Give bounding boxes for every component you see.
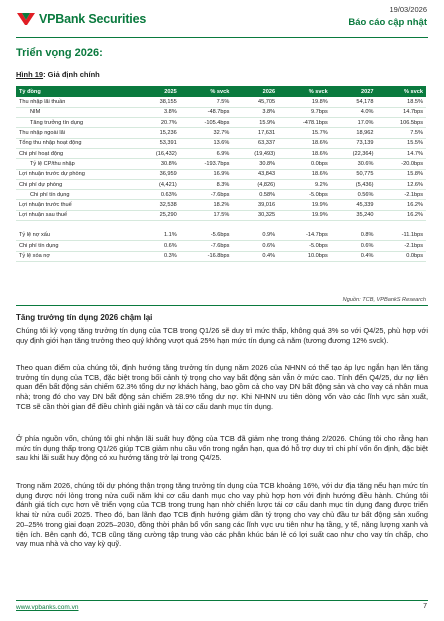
table-cell: 0.4% xyxy=(331,251,377,261)
table-cell: Tỷ lệ nợ xấu xyxy=(16,231,134,241)
table-body xyxy=(16,97,426,261)
table-cell: Tỷ lệ CP/thu nhập xyxy=(16,159,134,169)
table-row xyxy=(16,138,426,148)
table-cell: 17.5% xyxy=(180,210,233,220)
table-cell: 15,236 xyxy=(134,128,180,138)
table-cell: 18,962 xyxy=(331,128,377,138)
table-cell: Thu nhập ngoài lãi xyxy=(16,128,134,138)
table-cell: 39,016 xyxy=(232,200,278,210)
table-cell: (16,432) xyxy=(134,148,180,158)
table-cell: 16.2% xyxy=(376,200,426,210)
table-cell: 53,391 xyxy=(134,138,180,148)
table-cell: 7.5% xyxy=(180,97,233,107)
table-cell: -105.4bps xyxy=(180,118,233,128)
subsection-title: Tăng trưởng tín dụng 2026 chậm lại xyxy=(16,313,153,322)
table-cell: 35,240 xyxy=(331,210,377,220)
table-cell: 17,631 xyxy=(232,128,278,138)
page-header xyxy=(0,0,444,38)
table-cell: 18.2% xyxy=(180,200,233,210)
table-cell: -478.1bps xyxy=(278,118,331,128)
table-cell: -48.7bps xyxy=(180,107,233,117)
table-cell: 0.3% xyxy=(134,251,180,261)
table-cell: 9.2% xyxy=(278,179,331,189)
table-cell: 3.8% xyxy=(134,107,180,117)
table-cell: 0.0bps xyxy=(278,159,331,169)
table-cell: -20.0bps xyxy=(376,159,426,169)
table-row xyxy=(16,107,426,117)
table-cell: 14.7bps xyxy=(376,107,426,117)
table-cell: 18.5% xyxy=(376,97,426,107)
table-cell: 1.1% xyxy=(134,231,180,241)
table-cell: 6.9% xyxy=(180,148,233,158)
table-cell: Chi phí tín dụng xyxy=(16,190,134,200)
table-row xyxy=(16,241,426,251)
table-cell: (19,493) xyxy=(232,148,278,158)
table-header-cell: 2027 xyxy=(331,86,377,97)
report-date: 19/03/2026 xyxy=(389,5,427,14)
table-cell: 30,325 xyxy=(232,210,278,220)
table-row xyxy=(16,231,426,241)
table-header-row xyxy=(16,86,426,97)
table-cell: 0.4% xyxy=(232,251,278,261)
table-header-cell: % svck xyxy=(278,86,331,97)
table-cell: 36,959 xyxy=(134,169,180,179)
table-cell: 18.6% xyxy=(278,169,331,179)
table-cell: -16.8bps xyxy=(180,251,233,261)
brand-logo xyxy=(16,12,146,26)
table-cell: 54,178 xyxy=(331,97,377,107)
table-row xyxy=(16,159,426,169)
table-cell: 63,337 xyxy=(232,138,278,148)
table-cell: (4,421) xyxy=(134,179,180,189)
table-cell: 18.6% xyxy=(278,148,331,158)
table-cell: (4,826) xyxy=(232,179,278,189)
figure-caption: : Giả định chính xyxy=(43,70,100,79)
table-cell: Thu nhập lãi thuần xyxy=(16,97,134,107)
table-cell: 20.7% xyxy=(134,118,180,128)
table-row xyxy=(16,148,426,158)
header-divider xyxy=(16,37,428,38)
table-cell: -193.7bps xyxy=(180,159,233,169)
table-cell: 15.7% xyxy=(278,128,331,138)
table-cell: 19.9% xyxy=(278,210,331,220)
table-row xyxy=(16,179,426,189)
table-cell: 15.8% xyxy=(376,169,426,179)
table-cell: NIM xyxy=(16,107,134,117)
table-row xyxy=(16,210,426,220)
table-cell: Lợi nhuận sau thuế xyxy=(16,210,134,220)
page-number: 7 xyxy=(423,603,427,610)
table-cell: 16.2% xyxy=(376,210,426,220)
paragraph-1: Chúng tôi kỳ vọng tăng trưởng tín dụng của TCB trong Q1/26 sẽ duy trì mức thấp, không quá 3% so với Q4/25, phù hợp với quy định giới hạn tăng trưởng theo quý không vượt quá 25% hạn mức tín dụng cả năm (tương đương 12% svck). xyxy=(16,326,428,345)
table-cell: -2.1bps xyxy=(376,190,426,200)
table-cell: -11.1bps xyxy=(376,231,426,241)
table-cell: 13.6% xyxy=(180,138,233,148)
table-cell: 106.5bps xyxy=(376,118,426,128)
table-cell: Lợi nhuận trước thuế xyxy=(16,200,134,210)
table-cell: 0.0bps xyxy=(376,251,426,261)
table-source: Nguồn: TCB, VPBankS Research xyxy=(342,297,426,303)
assumptions-table xyxy=(16,86,426,262)
table-row xyxy=(16,190,426,200)
table-header-cell: 2026 xyxy=(232,86,278,97)
table-cell: 8.3% xyxy=(180,179,233,189)
table-cell: 0.9% xyxy=(232,231,278,241)
table-header-cell: 2025 xyxy=(134,86,180,97)
table-cell: (22,364) xyxy=(331,148,377,158)
table-cell: 17.0% xyxy=(331,118,377,128)
table-cell: 15.5% xyxy=(376,138,426,148)
report-type: Báo cáo cập nhật xyxy=(348,17,427,28)
source-divider xyxy=(16,305,428,306)
table-cell: 10.0bps xyxy=(278,251,331,261)
figure-number: Hình 19 xyxy=(16,70,44,79)
table-cell: 30.8% xyxy=(232,159,278,169)
table-cell: Tăng trưởng tín dụng xyxy=(16,118,134,128)
brand-name: VPBank Securities xyxy=(39,12,147,26)
section-title: Triển vọng 2026: xyxy=(16,47,103,59)
table-cell: -14.7bps xyxy=(278,231,331,241)
table-cell: 15.9% xyxy=(232,118,278,128)
paragraph-4: Trong năm 2026, chúng tôi dự phóng thận trọng tăng trưởng tín dụng của TCB khoảng 16%, với dư địa tăng nếu hạn mức tín dụng được nới lỏng trong nửa cuối năm khi cơ cấu danh mục cho vay phù hợp hơn với định hướng điều hành. Chúng tôi đánh giá tích cực hơn về triển vọng của TCB trong trung hạn nhờ chiến lược tái cơ cấu danh mục tín dụng đang được triển khai từ nửa cuối 2025. Theo đó, ban lãnh đạo TCB định hướng giảm dần tỷ trọng cho vay chủ đầu tư bất động sản xuống 20–25% trong giai đoạn 2025–2030, đồng thời phân bổ vốn sang các lĩnh vực ưu tiên như hạ tầng, y tế, năng lượng xanh và tiện ích. Bên cạnh đó, TCB cũng tăng cường tập trung vào các phân khúc bán lẻ có lợi suất cao như cho vay tín chấp, cho vay mua nhà và cho vay kỳ quỹ. xyxy=(16,481,428,549)
table-header-cell: Tỷ đồng xyxy=(16,86,134,97)
vpbank-logo-icon xyxy=(16,12,36,26)
table-cell: 45,339 xyxy=(331,200,377,210)
table-cell: 14.7% xyxy=(376,148,426,158)
table-cell: -7.6bps xyxy=(180,241,233,251)
table-cell: Tổng thu nhập hoạt động xyxy=(16,138,134,148)
table-cell: -5.6bps xyxy=(180,231,233,241)
table-cell: 4.0% xyxy=(331,107,377,117)
website-link[interactable]: www.vpbanks.com.vn xyxy=(16,604,79,611)
table-cell: -5.0bps xyxy=(278,241,331,251)
table-cell: 12.6% xyxy=(376,179,426,189)
table-cell: 0.63% xyxy=(134,190,180,200)
table-cell: 25,290 xyxy=(134,210,180,220)
table-cell: -5.0bps xyxy=(278,190,331,200)
table-cell: 0.56% xyxy=(331,190,377,200)
table-row xyxy=(16,128,426,138)
table-cell: 0.8% xyxy=(331,231,377,241)
table-cell: 0.6% xyxy=(331,241,377,251)
table-cell: 0.58% xyxy=(232,190,278,200)
table-cell: -2.1bps xyxy=(376,241,426,251)
table-cell: Chi phí dự phòng xyxy=(16,179,134,189)
table-cell: 30.6% xyxy=(331,159,377,169)
table-cell: 38,155 xyxy=(134,97,180,107)
table-row xyxy=(16,251,426,261)
table-cell: 30.8% xyxy=(134,159,180,169)
table-cell: 18.6% xyxy=(278,138,331,148)
table-cell: 73,139 xyxy=(331,138,377,148)
table-cell: Lợi nhuận trước dự phòng xyxy=(16,169,134,179)
table-cell: 16.9% xyxy=(180,169,233,179)
table-cell: 7.5% xyxy=(376,128,426,138)
paragraph-3: Ở phía nguồn vốn, chúng tôi ghi nhận lãi suất huy động của TCB đã giảm nhẹ trong tháng 2/2026. Chúng tôi cho rằng hạn mức tín dụng thấp trong Q1/26 giúp TCB giảm nhu cầu vốn trong ngắn hạn, qua đó hỗ trợ duy trì chi phí vốn ổn định, đặc biệt sau khi lãi suất huy động có xu hướng tăng trở lại trong Q4/25. xyxy=(16,434,428,463)
table-cell: 43,843 xyxy=(232,169,278,179)
table-cell: 45,705 xyxy=(232,97,278,107)
footer-divider xyxy=(16,600,428,601)
table-cell: Chi phí tín dụng xyxy=(16,241,134,251)
table-header-cell: % svck xyxy=(180,86,233,97)
table-cell: (5,436) xyxy=(331,179,377,189)
table-row xyxy=(16,97,426,107)
table-row xyxy=(16,169,426,179)
table-spacer-row xyxy=(16,221,426,231)
figure-title xyxy=(16,70,100,79)
table-row xyxy=(16,200,426,210)
table-cell: 3.8% xyxy=(232,107,278,117)
table-header-cell: % svck xyxy=(376,86,426,97)
table-cell: 9.7bps xyxy=(278,107,331,117)
table-row xyxy=(16,118,426,128)
table-cell: 0.6% xyxy=(134,241,180,251)
table-cell: Chi phí hoạt động xyxy=(16,148,134,158)
table-cell: 19.8% xyxy=(278,97,331,107)
table-cell: -7.6bps xyxy=(180,190,233,200)
table-cell: 50,775 xyxy=(331,169,377,179)
table-cell: 32,538 xyxy=(134,200,180,210)
paragraph-2: Theo quan điểm của chúng tôi, định hướng tăng trưởng tín dụng năm 2026 của NHNN có thể tạo áp lực ngắn hạn lên tăng trưởng tín dụng của TCB, đặc biệt trong bối cảnh tỷ trọng cho vay bất động sản vẫn ở mức cao. Tính đến Q4/25, dư nợ liên quan đến bất động sản chiếm 62.3% tổng dư nợ khách hàng, bao gồm cả cho vay DN bất động sản và cho vay cá nhân mua nhà; trong đó cho vay DN bất động sản chiếm 28.9% tổng dư nợ. Khi NHNN ưu tiên dòng vốn vào các lĩnh vực sản xuất, TCB sẽ cần thời gian để điều chỉnh giải ngân và tái cơ cấu danh mục tín dụng. xyxy=(16,363,428,411)
table-cell: 0.6% xyxy=(232,241,278,251)
table-cell: Tỷ lệ xóa nợ xyxy=(16,251,134,261)
table-cell: 19.9% xyxy=(278,200,331,210)
table-cell: 32.7% xyxy=(180,128,233,138)
